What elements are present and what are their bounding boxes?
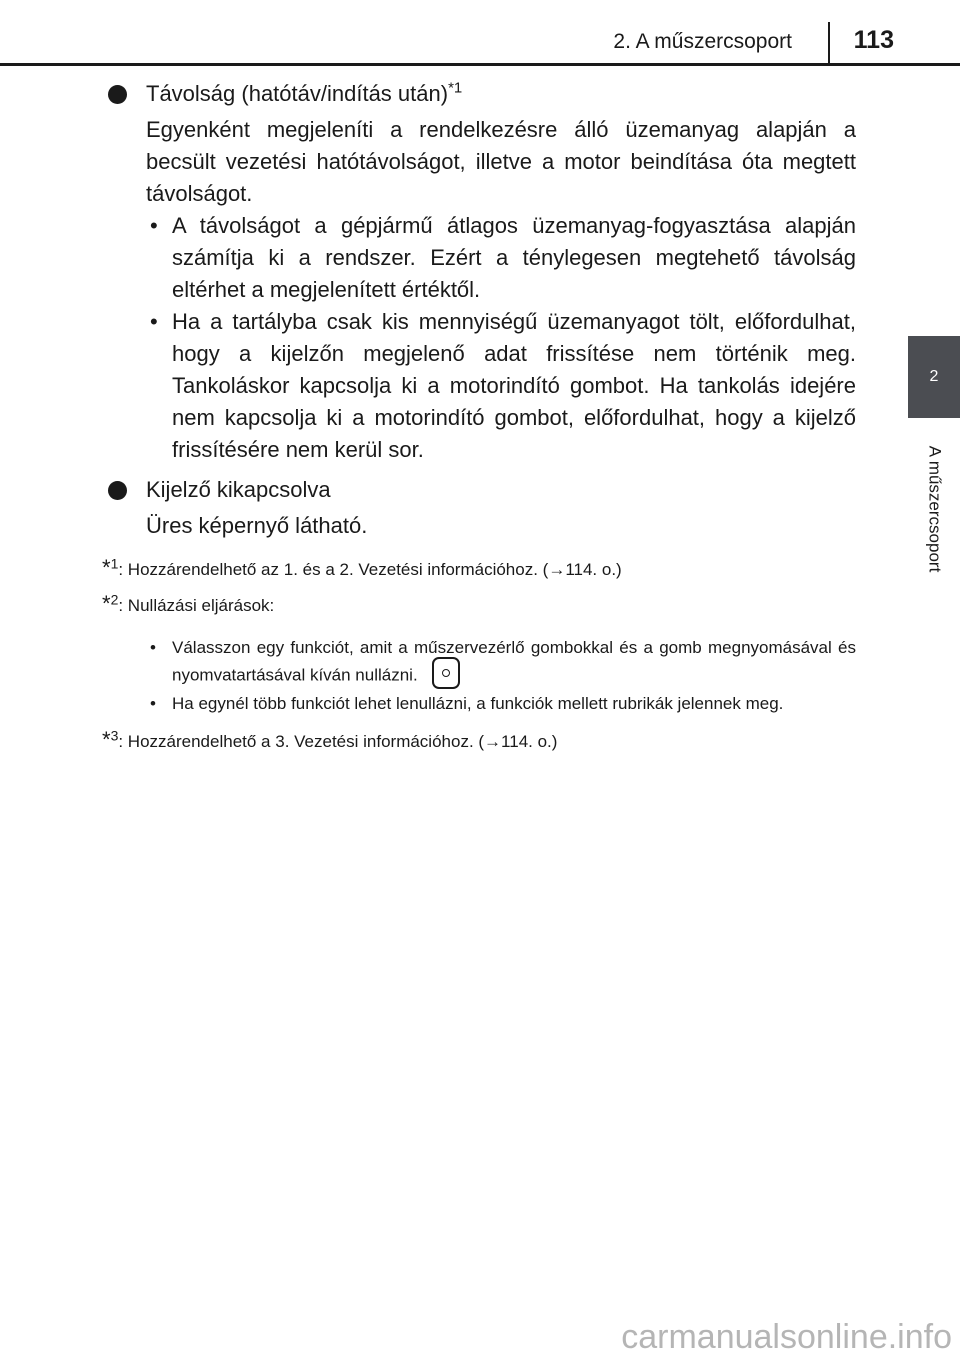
footnote-1 (102, 556, 856, 582)
footnote-ref: *1 (448, 79, 463, 97)
center-button-icon (432, 657, 460, 689)
section-display-off (108, 474, 856, 542)
bullet-dot-icon (108, 481, 127, 500)
chapter-side-title (908, 424, 960, 594)
header-divider (828, 22, 830, 63)
section-bullet-list (146, 210, 856, 466)
section-paragraph: Egyenként megjeleníti a rendelkezésre álló üzemanyag alapján a becsült vezetési hatótávolságot, illetve a motor beindítása óta megtett távolságot. (146, 117, 856, 206)
footnote-3 (102, 728, 856, 754)
bullet-dot-icon (108, 85, 127, 104)
footnote-2 (102, 592, 856, 618)
header-rule (0, 63, 960, 66)
list-item: • Ha egynél több funkciót lehet lenullázni, a funkciók mellett rubrikák jelennek meg. (146, 692, 856, 716)
list-item: • A távolságot a gépjármű átlagos üzemanyag-fogyasztása alapján számítja ki a rendszer. Ezért a ténylegesen megtehető távolság eltérhet a megjelenített értéktől. (146, 210, 856, 306)
section-heading-text: Távolság (hatótáv/indítás után) (146, 81, 449, 106)
chapter-number: 2 (929, 368, 939, 385)
section-heading (108, 474, 856, 506)
watermark: carmanualsonline.info (621, 1318, 952, 1356)
footnote-number: 3 (110, 727, 119, 744)
page-header (0, 0, 960, 66)
footnote-text: : Nullázási eljárások: (118, 596, 275, 615)
chapter-tab[interactable] (908, 336, 960, 418)
footnote-text: : Hozzárendelhető a 3. Vezetési információhoz. (→114. o.) (118, 732, 558, 751)
footnote-number: 1 (110, 555, 119, 572)
list-item: • Ha a tartályba csak kis mennyiségű üzemanyagot tölt, előfordulhat, hogy a kijelzőn megjelenő adat frissítése nem történik meg. Tankoláskor kapcsolja ki a motorindító gombot. Ha tankolás idejére nem kapcsolja ki a motorindító gombot, előfordulhat, hogy a kijelző frissítésére nem kerül sor. (146, 306, 856, 466)
chapter-title: A műszercsoport (925, 445, 945, 573)
page-number: 113 (853, 26, 894, 54)
list-item-text: Válasszon egy funkciót, amit a műszervezérlő gombokkal és a gomb megnyomásával és nyomvatartásával kíván nullázni. (172, 638, 856, 685)
footnote-number: 2 (110, 591, 119, 608)
footnote-text: : Hozzárendelhető az 1. és a 2. Vezetési információhoz. (→114. o.) (118, 560, 622, 579)
page-content (102, 78, 856, 754)
header-section-title: 2. A műszercsoport (613, 30, 792, 53)
footnote-2-list (146, 636, 856, 716)
list-item (146, 636, 856, 692)
section-distance (108, 78, 856, 466)
footnote-mark: * (102, 727, 111, 752)
section-heading (108, 78, 856, 110)
footnote-mark: * (102, 591, 111, 616)
section-heading-text: Kijelző kikapcsolva (146, 477, 331, 502)
footnote-mark: * (102, 555, 111, 580)
section-paragraph: Üres képernyő látható. (146, 513, 368, 538)
